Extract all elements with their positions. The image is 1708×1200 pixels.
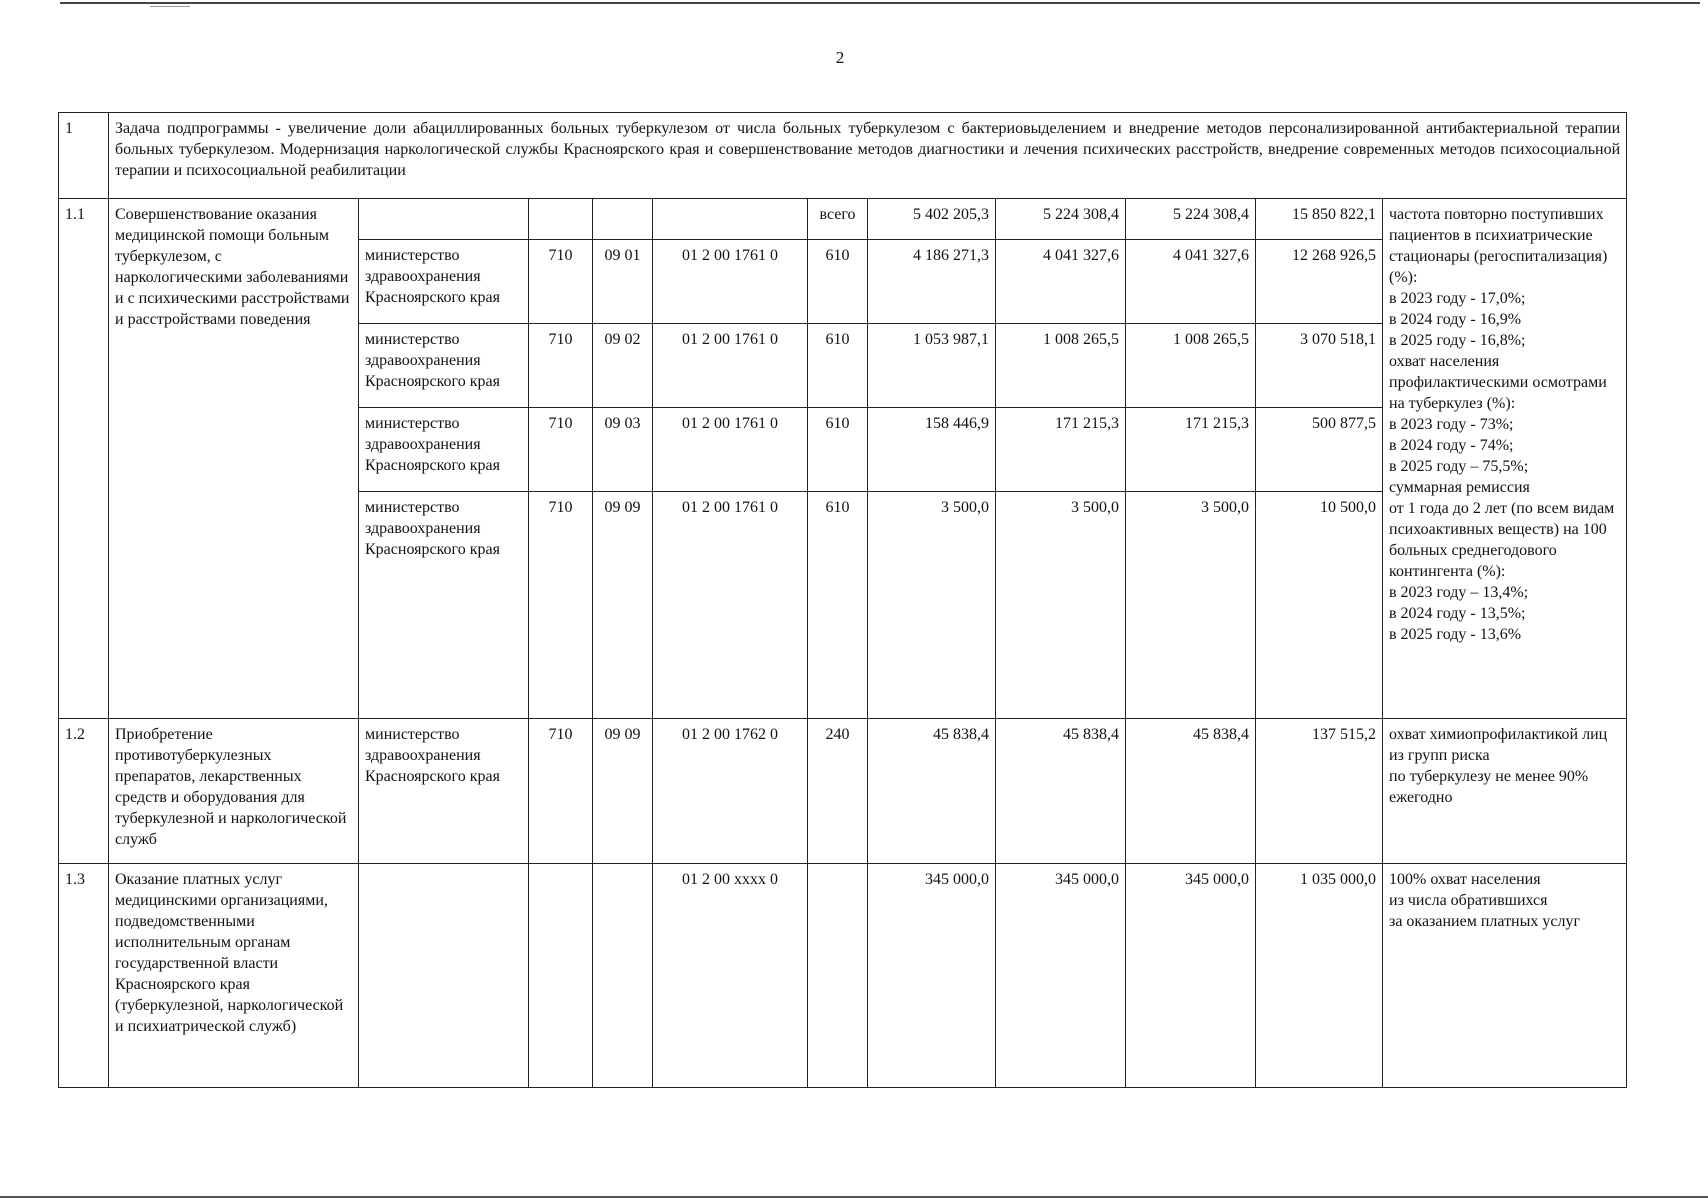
task-row (59, 113, 1627, 199)
row-index: 1.2 (59, 719, 109, 864)
csr-cell: 01 2 00 1761 0 (653, 492, 808, 719)
amount-2025: 4 041 327,6 (1126, 240, 1256, 324)
amount-2024: 3 500,0 (996, 492, 1126, 719)
scan-mark (150, 6, 190, 7)
activity-name: Оказание платных услуг медицинскими организациями, подведомственными исполнительным органам государственной власти Красноярского края (туберкулезной, наркологической и психиатрической служб) (109, 864, 359, 1088)
table-row (59, 719, 1627, 864)
vr-cell: 610 (808, 324, 868, 408)
page-number: 2 (835, 48, 845, 67)
ministry-cell: министерство здравоохранения Красноярского края (359, 719, 529, 864)
activity-name: Приобретение противотуберкулезных препаратов, лекарственных средств и оборудования для туберкулезной и наркологической служб (109, 719, 359, 864)
rzpr-cell: 09 09 (593, 492, 653, 719)
vr-cell: 610 (808, 240, 868, 324)
grbs-cell: 710 (529, 408, 593, 492)
amount-2023: 3 500,0 (868, 492, 996, 719)
amount-2024: 4 041 327,6 (996, 240, 1126, 324)
scan-edge-top (60, 2, 1700, 4)
amount-2024: 345 000,0 (996, 864, 1126, 1088)
total-label: всего (808, 199, 868, 240)
vr-cell: 240 (808, 719, 868, 864)
rzpr-cell: 09 02 (593, 324, 653, 408)
task-text: Задача подпрограммы - увеличение доли абациллированных больных туберкулезом от числа больных туберкулезом с бактериовыделением и внедрение методов персонализированной антибактериальной терапии больных туберкулезом. Модернизация наркологической службы Красноярского края и совершенствование методов диагностики и лечения психических расстройств, внедрение современных методов психосоциальной терапии и психосоциальной реабилитации (109, 113, 1627, 199)
expected-result (1383, 864, 1627, 1088)
grbs-cell (529, 199, 593, 240)
amount-2023: 1 053 987,1 (868, 324, 996, 408)
amount-2023: 5 402 205,3 (868, 199, 996, 240)
vr-cell (808, 864, 868, 1088)
amount-sum: 10 500,0 (1256, 492, 1383, 719)
amount-2023: 158 446,9 (868, 408, 996, 492)
expected-result-text: охват химиопрофилактикой лиц из групп риска по туберкулезу не менее 90% ежегодно (1389, 726, 1608, 806)
row-index: 1.3 (59, 864, 109, 1088)
csr-cell: 01 2 00 1761 0 (653, 240, 808, 324)
grbs-cell: 710 (529, 719, 593, 864)
expected-result-text: частота повторно поступивших пациентов в психиатрические стационары (регоспитализация) (%): в 2023 году - 17,0%; в 2024 году - 16,9% в 2025 году - 16,8%; охват населения профилактическими осмотрами на туберкулез (%): в 2023 году - 73%; в 2024 году - 74%; в 2025 году – 75,5%; суммарная ремиссия от 1 года до 2 лет (по всем видам психоактивных веществ) на 100 больных среднегодового контингента (%): в 2023 году – 13,4%; в 2024 году - 13,5%; в 2025 году - 13,6% (1389, 206, 1615, 643)
grbs-cell: 710 (529, 324, 593, 408)
scan-edge-bottom (0, 1196, 1708, 1198)
rzpr-cell (593, 864, 653, 1088)
table-row (59, 864, 1627, 1088)
vr-cell: 610 (808, 492, 868, 719)
amount-sum: 500 877,5 (1256, 408, 1383, 492)
amount-2025: 345 000,0 (1126, 864, 1256, 1088)
row-index: 1.1 (59, 199, 109, 719)
csr-cell: 01 2 00 xxxx 0 (653, 864, 808, 1088)
budget-table (58, 112, 1627, 1088)
grbs-cell (529, 864, 593, 1088)
ministry-cell: министерство здравоохранения Красноярского края (359, 240, 529, 324)
csr-cell: 01 2 00 1762 0 (653, 719, 808, 864)
ministry-cell: министерство здравоохранения Красноярского края (359, 408, 529, 492)
ministry-cell (359, 199, 529, 240)
amount-2025: 3 500,0 (1126, 492, 1256, 719)
ministry-cell: министерство здравоохранения Красноярского края (359, 324, 529, 408)
rzpr-cell: 09 01 (593, 240, 653, 324)
amount-2025: 1 008 265,5 (1126, 324, 1256, 408)
ministry-cell (359, 864, 529, 1088)
amount-2024: 5 224 308,4 (996, 199, 1126, 240)
activity-name: Совершенствование оказания медицинской помощи больным туберкулезом, с наркологическими заболеваниями и с психическими расстройствами и расстройствами поведения (109, 199, 359, 719)
csr-cell (653, 199, 808, 240)
amount-2025: 45 838,4 (1126, 719, 1256, 864)
amount-2025: 171 215,3 (1126, 408, 1256, 492)
amount-sum: 137 515,2 (1256, 719, 1383, 864)
amount-2023: 45 838,4 (868, 719, 996, 864)
expected-result (1383, 719, 1627, 864)
rzpr-cell: 09 03 (593, 408, 653, 492)
amount-2024: 1 008 265,5 (996, 324, 1126, 408)
grbs-cell: 710 (529, 492, 593, 719)
amount-sum: 15 850 822,1 (1256, 199, 1383, 240)
row-index: 1 (59, 113, 109, 199)
amount-sum: 3 070 518,1 (1256, 324, 1383, 408)
amount-sum: 1 035 000,0 (1256, 864, 1383, 1088)
amount-2024: 171 215,3 (996, 408, 1126, 492)
expected-result (1383, 199, 1627, 719)
rzpr-cell: 09 09 (593, 719, 653, 864)
expected-result-text: 100% охват населения из числа обратившихся за оказанием платных услуг (1389, 871, 1581, 930)
amount-2025: 5 224 308,4 (1126, 199, 1256, 240)
ministry-cell: министерство здравоохранения Красноярского края (359, 492, 529, 719)
amount-2024: 45 838,4 (996, 719, 1126, 864)
amount-2023: 345 000,0 (868, 864, 996, 1088)
rzpr-cell (593, 199, 653, 240)
vr-cell: 610 (808, 408, 868, 492)
csr-cell: 01 2 00 1761 0 (653, 324, 808, 408)
grbs-cell: 710 (529, 240, 593, 324)
table-row (59, 199, 1627, 240)
amount-2023: 4 186 271,3 (868, 240, 996, 324)
csr-cell: 01 2 00 1761 0 (653, 408, 808, 492)
amount-sum: 12 268 926,5 (1256, 240, 1383, 324)
